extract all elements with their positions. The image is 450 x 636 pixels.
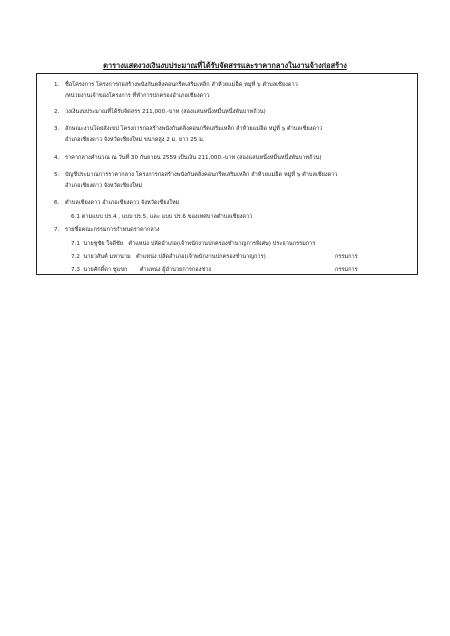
- details-box: 1. ชื่อโครงการ โครงการก่อสร้างพนังกันตลิ่งคอนกรีตเสริมเหล็ก ลำห้วยแม่ฮ็ด หมู่ที่ ๖ ตำบลเชียงดาว /หน่วยงานเจ้าของโครงการ ที่ทำการปกครองอำเภอเชียงดาว 2. วงเงินงบประมาณที่ได้รับจัดสรร 211,000.-บาท (สองแสนหนึ่งหมื่นหนึ่งพันบาทถ้วน) 3. ลักษณะงานโดยสังเขป โครงการก่อสร้างพนังกันตลิ่งคอนกรีตเสริมเหล็ก ลำห้วยแม่ฮ็ด หมู่ที่ ๖ ตำบลเชียงดาว อำเภอเชียงดาว จังหวัดเชียงใหม่ ขนาดสูง 2 ม. ยาว 25 ม. 4. ราคากลางคำนวณ ณ วันที่ 30 กันยายน 2559 เป็นเงิน 211,000.-บาท (สองแสนหนึ่งหมื่นหนึ่งพันบาทถ้วน) 5. บัญชีประมาณการราคากลาง โครงการก่อสร้างพนังกันตลิ่งคอนกรีตเสริมเหล็ก ลำห้วยแม่ฮ็ด หมู่ที่ ๖ ตำบลเชียงดาว อำเภอเชียงดาว จังหวัดเชียงใหม่ 6. ตำบลเชียงดาว อำเภอเชียงดาว จังหวัดเชียงใหม่ 6.1 ตามแบบ ปร.4 , แบบ ปร.5, และ แบบ ปร.6 ของเทศบาลตำบลเชียงดาว 7. รายชื่อคณะกรรมการกำหนดราคากลาง 7.1 นายชูชัย ใจดีชัย ตำแหน่ง ปลัดอำเภอ(เจ้าพนักงานปกครองชำนาญการพิเศษ) ประธานกรรมการ 7.2 นายวสันต์ มหานาม ตำแหน่ง ปลัดอำเภอ(เจ้าพนักงานปกครองชำนาญการ) กรรมการ 7.3 นายศักดิ์ดา ชูแขก ตำแหน่ง ผู้อำนวยการกองช่าง กรรมการ: [36, 73, 418, 275]
- committee-member: 7.3 นายศักดิ์ดา ชูแขก ตำแหน่ง ผู้อำนวยการกองช่าง: [71, 267, 212, 273]
- committee-member: 7.1 นายชูชัย ใจดีชัย ตำแหน่ง ปลัดอำเภอ(เจ้าพนักงานปกครองชำนาญการพิเศษ) ประธานกรรมการ: [71, 241, 316, 247]
- committee-role: กรรมการ: [335, 267, 358, 273]
- document-title: ตารางแสดงวงเงินงบประมาณที่ได้รับจัดสรรและราคากลางในงานจ้างก่อสร้าง: [103, 61, 347, 70]
- committee-member: 7.2 นายวสันต์ มหานาม ตำแหน่ง ปลัดอำเภอ(เจ้าพนักงานปกครองชำนาญการ): [71, 254, 266, 260]
- sub-item: 6.1 ตามแบบ ปร.4 , แบบ ปร.5, และ แบบ ปร.6 ของเทศบาลตำบลเชียงดาว: [71, 214, 253, 220]
- committee-role: กรรมการ: [335, 254, 358, 260]
